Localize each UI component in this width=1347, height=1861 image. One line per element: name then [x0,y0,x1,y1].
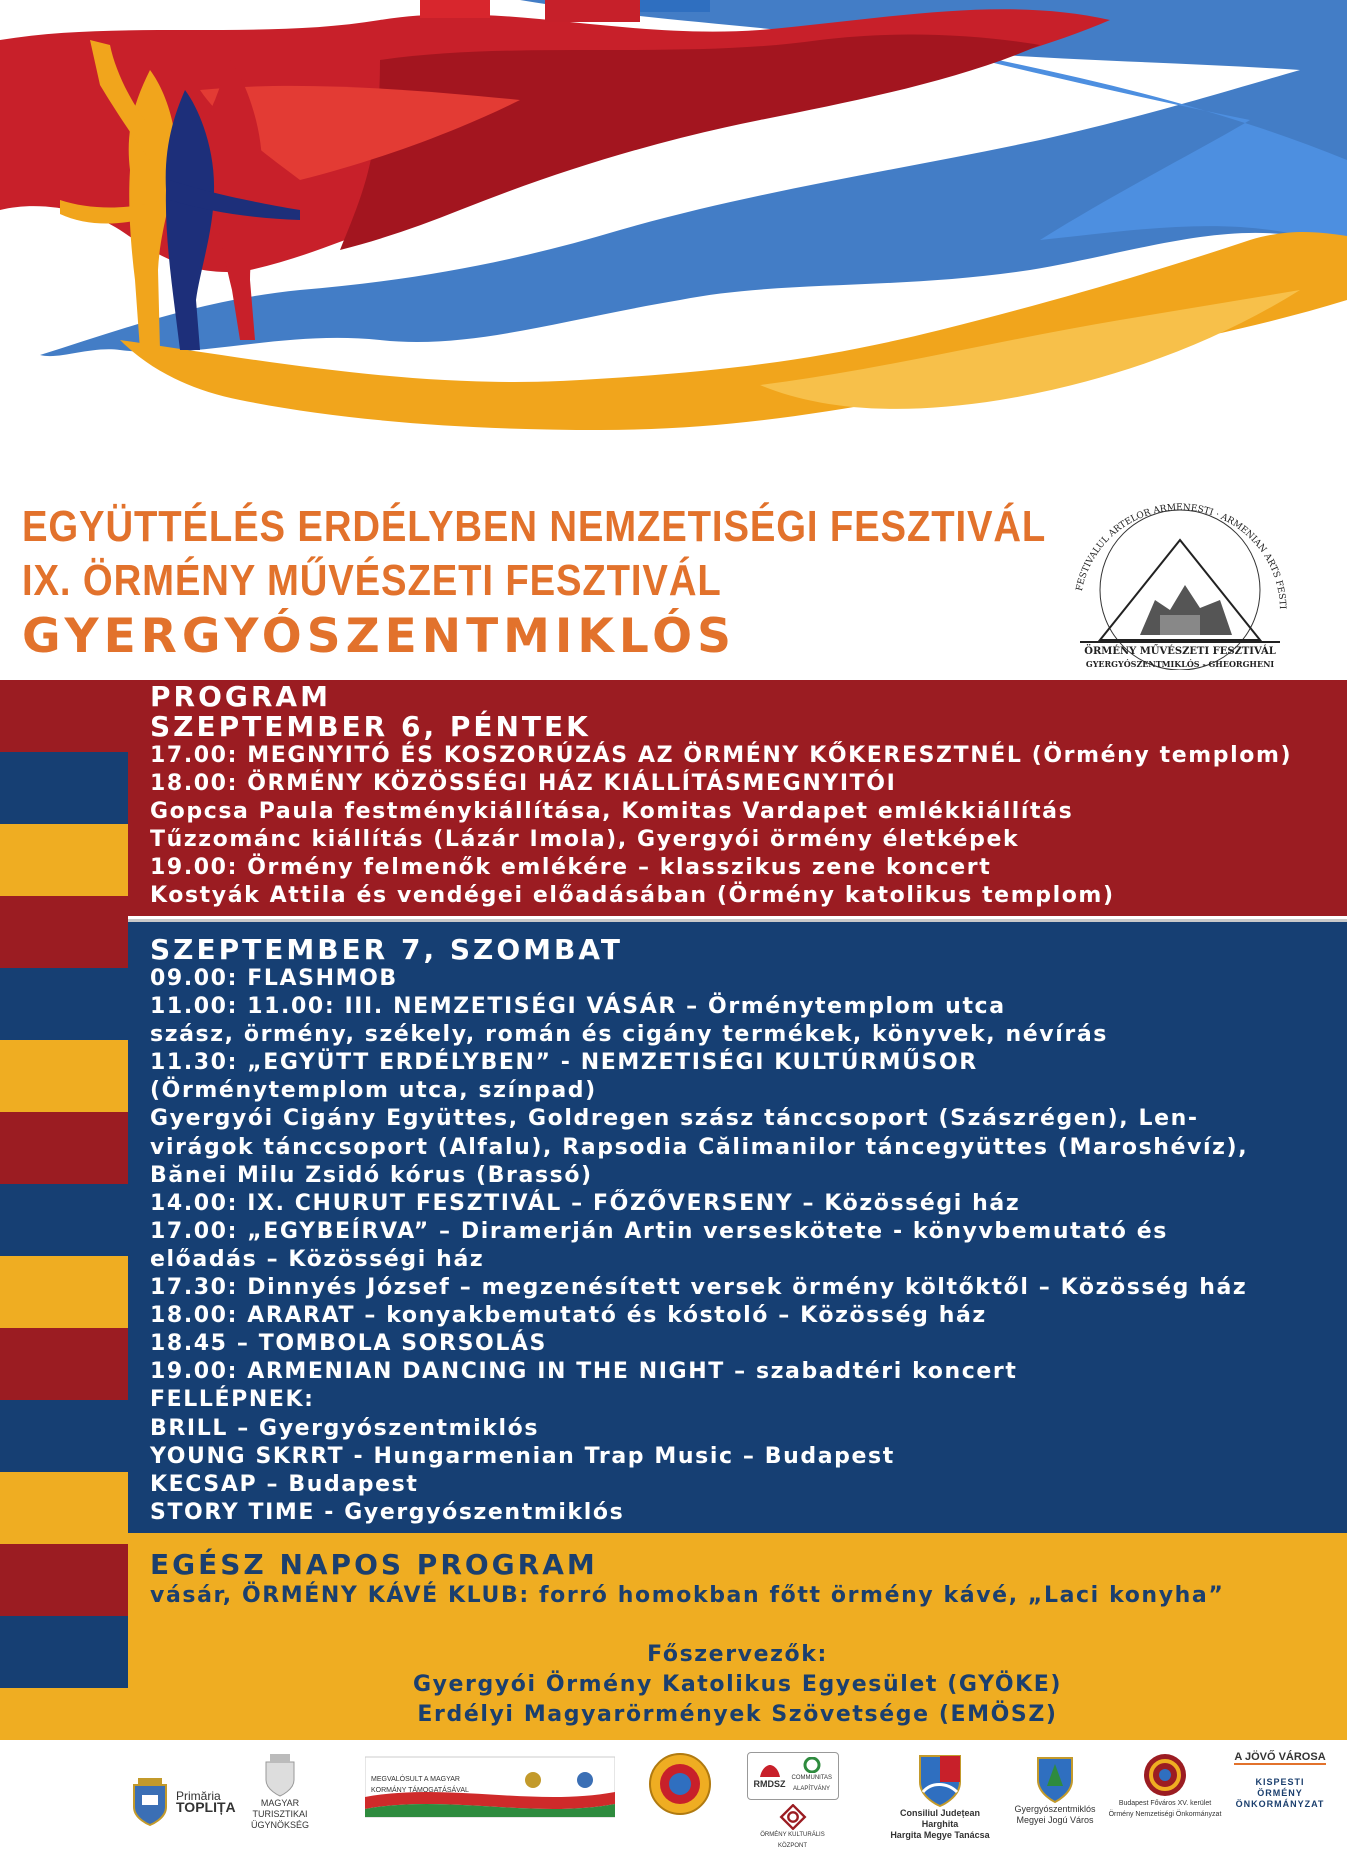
sponsor-kispesti [1225,1752,1335,1852]
svg-text:FESTIVALUL ARTELOR ARMENESTI ·: FESTIVALUL ARTELOR ARMENESTI · ARMENIAN ARTS FESTI [1074,502,1288,610]
program-line: 11.00: 11.00: III. NEMZETISÉGI VÁSÁR – Örménytemplom utca [150,994,1006,1020]
friday-date-heading: SZEPTEMBER 6, PÉNTEK [150,710,591,743]
gyergyo-label-2: Megyei Jogú Város [1016,1815,1094,1825]
kispesti-label-2: ÖRMÉNY [1257,1788,1303,1798]
logo-caption-1: ÖRMÉNY MŰVÉSZETI FESZTIVÁL [1084,646,1276,657]
armenian-arts-festival-logo [1060,490,1300,670]
program-line: YOUNG SKRRT - Hungarmenian Trap Music – Budapest [150,1443,895,1469]
sponsor-mtu [225,1752,335,1852]
armenian-flag-stripes [0,680,128,1740]
program-line: előadás – Közösségi ház [150,1246,485,1272]
harghita-label-1: Consiliul Județean Harghita [899,1808,980,1829]
mtu-label-2: TURISZTIKAI ÜGYNÖKSÉG [250,1809,309,1830]
hero-artwork [0,0,1347,490]
program-line: 09.00: FLASHMOB [150,966,398,991]
harghita-label-2: Hargita Megye Tanácsa [890,1830,990,1840]
eternity-sign-emblem-icon [1142,1752,1188,1798]
program-line: STORY TIME - Gyergyószentmiklós [150,1499,625,1525]
festival-titles [22,500,1199,666]
mtu-label-1: MAGYAR [260,1798,300,1808]
rmdsz-tulip-icon [758,1763,782,1779]
paint-splash-illustration [0,0,1347,490]
kispesti-label-3: ÖNKORMÁNYZAT [1235,1799,1325,1809]
organizer-2: Erdélyi Magyarörmények Szövetsége (EMÖSZ) [417,1702,1058,1727]
festival-city-title: GYERGYÓSZENTMIKLÓS [22,609,736,664]
communitas-label: COMMUNITAS ALAPÍTVÁNY [791,1775,833,1792]
bp-label-2: Örmény Nemzetiségi Önkormányzat [1108,1811,1222,1818]
program-line: (Örménytemplom utca, színpad) [150,1078,597,1104]
program-line: virágok tánccsoport (Alfalu), Rapsodia Călimanilor táncegyüttes (Maroshévíz), [150,1134,1249,1160]
program-line: 19.00: Örmény felmenők emlékére – klasszikus zene koncert [150,855,992,881]
toplita-label-1: Primăria [176,1789,221,1803]
armenian-republic-emblem-icon [648,1752,712,1816]
festival-title-line2: IX. ÖRMÉNY MŰVÉSZETI FESZTIVÁL [22,556,722,605]
program-line: szász, örmény, székely, román és cigány termékek, könyvek, névírás [150,1022,1108,1048]
hungary-coat-of-arms-icon [262,1752,298,1798]
program-line: Tűzzománc kiállítás (Lázár Imola), Gyergyói örmény életképek [150,827,1020,853]
program-line: FELLÉPNEK: [150,1387,315,1413]
program-line: Gopcsa Paula festménykiállítása, Komitas Vardapet emlékkiállítás [150,799,1074,825]
program-line: 18.00: ÖRMÉNY KÖZÖSSÉGI HÁZ KIÁLLÍTÁSMEGNYITÓI [150,771,897,797]
organizers [128,1640,1347,1730]
program-line: 17.00: „EGYBEÍRVA” – Diramerján Artin verseskötete - könyvbemutató és [150,1218,1168,1244]
program-line: vásár, ÖRMÉNY KÁVÉ KLUB: forró homokban főtt örmény kávé, „Laci konyha” [150,1583,1225,1608]
toplita-label-2: TOPLIȚA [176,1799,236,1815]
sponsor-harghita [885,1752,995,1852]
communitas-icon [802,1757,822,1773]
kispesti-label-1: KISPESTI [1255,1777,1305,1787]
sponsor-armenia-crest [645,1752,715,1852]
festival-logo-emblem [1060,490,1300,670]
program-line: KECSAP – Budapest [150,1471,419,1497]
logo-caption-2: GYERGYÓSZENTMIKLÓS - GHEORGHENI [1085,659,1275,669]
program-line: Bănei Milu Zsidó kórus (Brassó) [150,1162,593,1188]
allday-heading: EGÉSZ NAPOS PROGRAM [150,1548,598,1581]
sponsor-rmdsz [745,1752,840,1852]
program-line: 17.30: Dinnyés József – megzenésített versek örmény költőktől – Közösség ház [150,1275,1248,1301]
rmdsz-label: RMDSZ [753,1778,786,1789]
program-line: 18.00: ARARAT – konyakbemutató és kóstoló – Közösség ház [150,1303,987,1329]
organizers-heading: Főszervezők: [647,1642,828,1667]
saturday-date-heading: SZEPTEMBER 7, SZOMBAT [150,933,623,966]
program-line: 18.45 – TOMBOLA SORSOLÁS [150,1331,548,1357]
program-heading: PROGRAM [150,680,331,713]
toplita-crest-icon [130,1777,170,1827]
festival-title-line1: EGYÜTTÉLÉS ERDÉLYBEN NEMZETISÉGI FESZTIVÁL [22,502,1047,551]
program-line: 14.00: IX. CHURUT FESZTIVÁL – FŐZŐVERSENY – Közösségi ház [150,1190,1021,1216]
saturday-program [150,935,1248,1527]
sponsor-budapest-xv [1105,1752,1225,1852]
friday-program [150,682,1292,911]
organizer-1: Gyergyói Örmény Katolikus Egyesület (GYÖKE) [412,1672,1063,1697]
sponsor-gyergyoszentmiklos [1005,1752,1105,1852]
bp-label-1: Budapest Főváros XV. kerület [1118,1800,1212,1807]
program-line: 11.30: „EGYÜTT ERDÉLYBEN” - NEMZETISÉGI KULTÚRMŰSOR [150,1050,978,1076]
allday-program [150,1548,1224,1610]
armenian-cultural-center-icon [771,1804,815,1830]
program-line: 19.00: ARMENIAN DANCING IN THE NIGHT – szabadtéri koncert [150,1359,1018,1385]
sponsor-toplita [130,1752,240,1852]
program-line: Kostyák Attila és vendégei előadásában (Örmény katolikus templom) [150,883,1115,909]
kormany-text: MEGVALÓSULT A MAGYAR KORMÁNY TÁMOGATÁSÁVAL [371,1776,469,1794]
program-line: BRILL – Gyergyószentmiklós [150,1415,540,1441]
program-line: Gyergyói Cigány Együttes, Goldregen szász tánccsoport (Szászrégen), Len- [150,1106,1199,1132]
sponsor-hungarian-government [365,1752,615,1852]
harghita-county-crest-icon [917,1752,963,1808]
jovo-varosa-label: A JÖVŐ VÁROSA [1234,1751,1326,1763]
program-line: 17.00: MEGNYITÓ ÉS KOSZORÚZÁS AZ ÖRMÉNY KŐKERESZTNÉL (Örmény templom) [150,743,1293,768]
gyergyoszentmiklos-crest-icon [1035,1752,1075,1804]
sponsor-logos-strip [0,1740,1347,1861]
gyergyo-label-1: Gyergyószentmiklós [1014,1804,1096,1814]
okk-label: ÖRMÉNY KULTURÁLIS KÖZPONT [760,1832,825,1849]
